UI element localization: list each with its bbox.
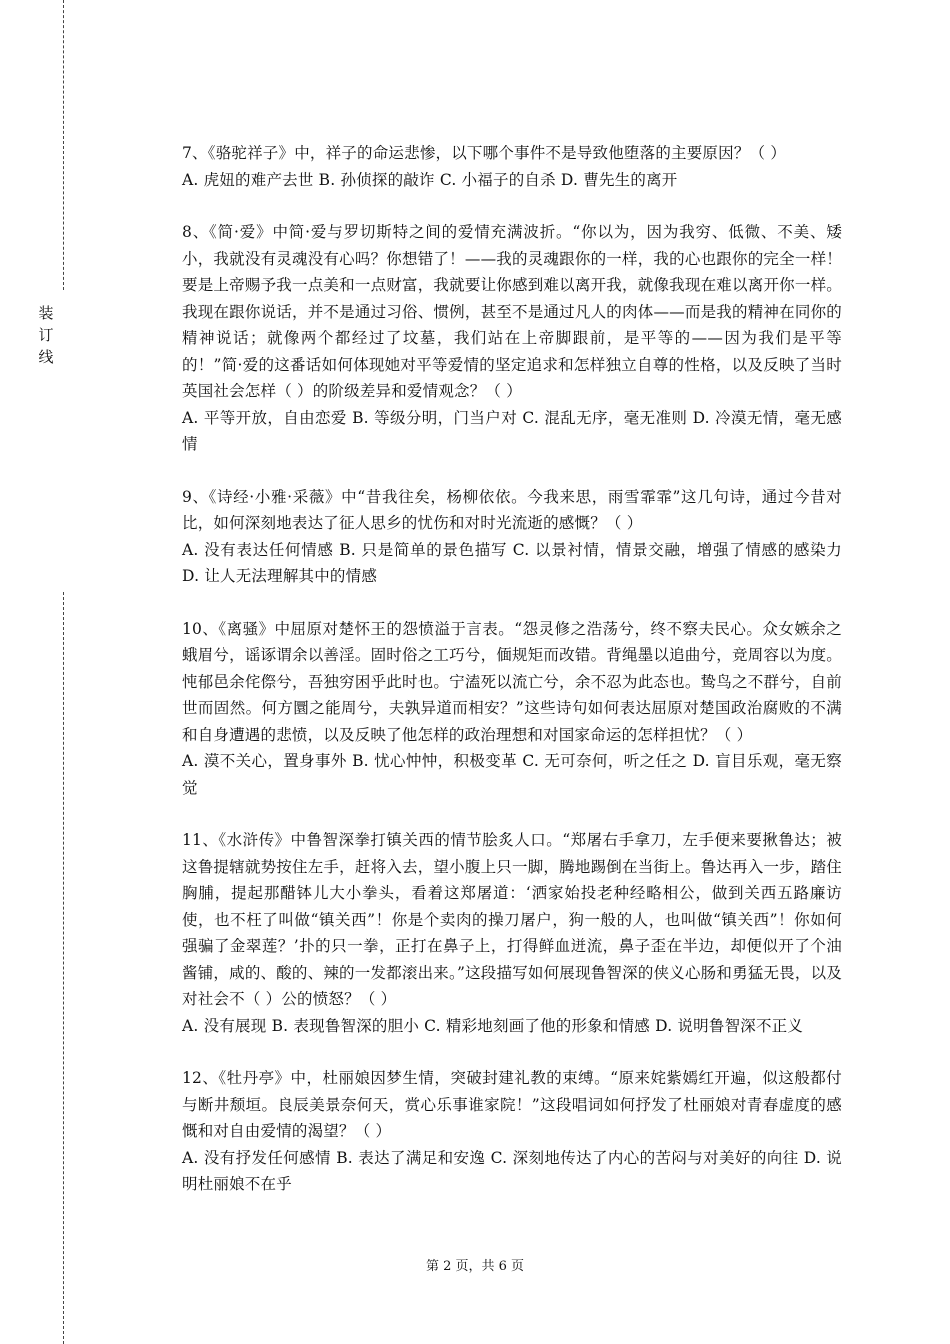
binding-label-char: 线	[38, 348, 54, 366]
question-options: A. 平等开放，自由恋爱 B. 等级分明，门当户对 C. 混乱无序，毫无准则 D. 冷漠无情，毫无感情	[182, 408, 842, 453]
question-options: A. 没有表达任何情感 B. 只是简单的景色描写 C. 以景衬情，情景交融，增强了情感的感染力 D. 让人无法理解其中的情感	[182, 540, 842, 585]
page-footer: 第 2 页，共 6 页	[425, 1259, 525, 1274]
binding-label-char: 订	[38, 326, 54, 344]
question-stem: 7、《骆驼祥子》中，祥子的命运悲惨，以下哪个事件不是导致他堕落的主要原因？（ ）	[182, 144, 787, 162]
binding-line-bottom	[63, 592, 64, 1344]
question-stem: 10、《离骚》中屈原对楚怀王的怨愤溢于言表。“怨灵修之浩荡兮，终不察夫民心。众女嫉余之蛾眉兮，谣诼谓余以善淫。固时俗之工巧兮，偭规矩而改错。背绳墨以追曲兮，竞周容以为度。忳郁邑余侘傺兮，吾独穷困乎此时也。宁溘死以流亡兮，余不忍为此态也。鸷鸟之不群兮，自前世而固然。何方圜之能周兮，夫孰异道而相安？”这些诗句如何表达屈原对楚国政治腐败的不满和自身遭遇的悲愤，以及反映了他怎样的政治理想和对国家命运的怎样担忧？（ ）	[182, 619, 842, 744]
question-options: A. 没有抒发任何感情 B. 表达了满足和安逸 C. 深刻地传达了内心的苦闷与对美好的向往 D. 说明杜丽娘不在乎	[182, 1148, 842, 1193]
binding-label	[36, 302, 56, 368]
question-11	[182, 827, 842, 1039]
question-10	[182, 616, 842, 802]
question-list	[182, 140, 842, 1224]
binding-line-top	[63, 0, 64, 290]
question-7	[182, 140, 842, 193]
question-stem: 8、《简·爱》中简·爱与罗切斯特之间的爱情充满波折。“你以为，因为我穷、低微、不美、矮小，我就没有灵魂没有心吗？你想错了！——我的灵魂跟你的一样，我的心也跟你的完全一样！要是上帝赐予我一点美和一点财富，我就要让你感到难以离开我，就像我现在难以离开你一样。我现在跟你说话，并不是通过习俗、惯例，甚至不是通过凡人的肉体——而是我的精神在同你的精神说话；就像两个都经过了坟墓，我们站在上帝脚跟前，是平等的——因为我们是平等的！”简·爱的这番话如何体现她对平等爱情的坚定追求和怎样独立自尊的性格，以及反映了当时英国社会怎样（ ）的阶级差异和爱情观念？（ ）	[182, 223, 842, 400]
question-options: A. 没有展现 B. 表现鲁智深的胆小 C. 精彩地刻画了他的形象和情感 D. 说明鲁智深不正义	[182, 1016, 804, 1035]
question-stem: 9、《诗经·小雅·采薇》中“昔我往矣，杨柳依依。今我来思，雨雪霏霏”这几句诗，通过今昔对比，如何深刻地表达了征人思乡的忧伤和对时光流逝的感慨？（ ）	[182, 487, 842, 532]
question-options: A. 虎妞的难产去世 B. 孙侦探的敲诈 C. 小福子的自杀 D. 曹先生的离开	[182, 170, 678, 189]
question-stem: 12、《牡丹亭》中，杜丽娘因梦生情，突破封建礼教的束缚。“原来姹紫嫣红开遍，似这般都付与断井颓垣。良辰美景奈何天，赏心乐事谁家院！”这段唱词如何抒发了杜丽娘对青春虚度的感慨和对自由爱情的渴望？（ ）	[182, 1069, 842, 1140]
question-8	[182, 219, 842, 458]
question-stem: 11、《水浒传》中鲁智深拳打镇关西的情节脍炙人口。“郑屠右手拿刀，左手便来要揪鲁达；被这鲁提辖就势按住左手，赶将入去，望小腹上只一脚，腾地踢倒在当街上。鲁达再入一步，踏住胸脯，提起那醋钵儿大小拳头，看着这郑屠道：‘洒家始投老种经略相公，做到关西五路廉访使，也不枉了叫做“镇关西”！你是个卖肉的操刀屠户，狗一般的人，也叫做“镇关西”！你如何强骗了金翠莲？’扑的只一拳，正打在鼻子上，打得鲜血迸流，鼻子歪在半边，却便似开了个油酱铺，咸的、酸的、辣的一发都滚出来。”这段描写如何展现鲁智深的侠义心肠和勇猛无畏，以及对社会不（ ）公的愤怒？（ ）	[182, 831, 842, 1008]
question-9	[182, 484, 842, 590]
question-options: A. 漠不关心，置身事外 B. 忧心忡忡，积极变革 C. 无可奈何，听之任之 D. 盲目乐观，毫无察觉	[182, 752, 842, 797]
binding-label-char: 装	[38, 304, 54, 322]
question-12	[182, 1065, 842, 1198]
